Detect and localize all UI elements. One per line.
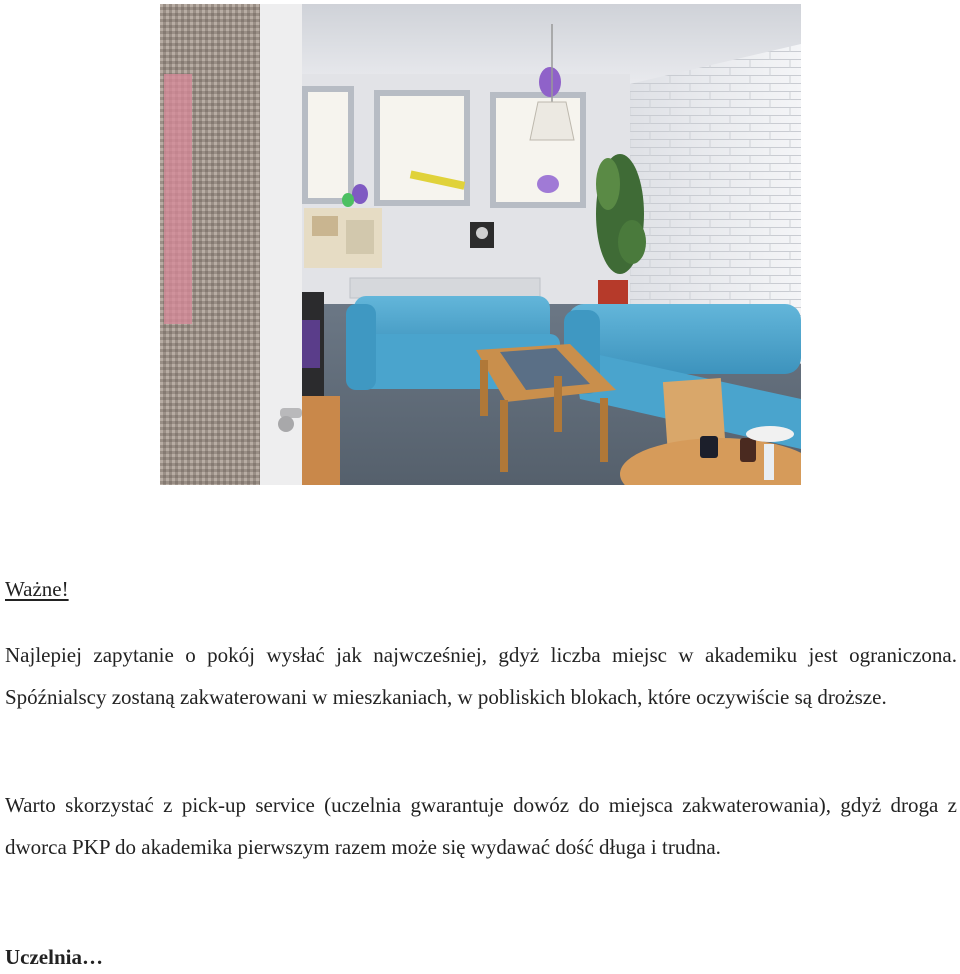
paragraph-pickup-service: Warto skorzystać z pick-up service (uczelnia gwarantuje dowóz do miejsca zakwaterowania), gdyż droga z dworca PKP do akademika pierwszym razem może się wydawać dość długa i trudna. bbox=[5, 793, 957, 859]
dormitory-common-room-photo bbox=[160, 4, 801, 485]
heading-important: Ważne! bbox=[5, 577, 69, 601]
open-door bbox=[160, 4, 302, 485]
paragraph-room-request: Najlepiej zapytanie o pokój wysłać jak najwcześniej, gdyż liczba miejsc w akademiku jest ograniczona. Spóźnialscy zostaną zakwaterowani w mieszkaniach, w pobliskich blokach, które oczywiście są droższe. bbox=[5, 643, 957, 709]
heading-university: Uczelnia… bbox=[5, 945, 103, 969]
